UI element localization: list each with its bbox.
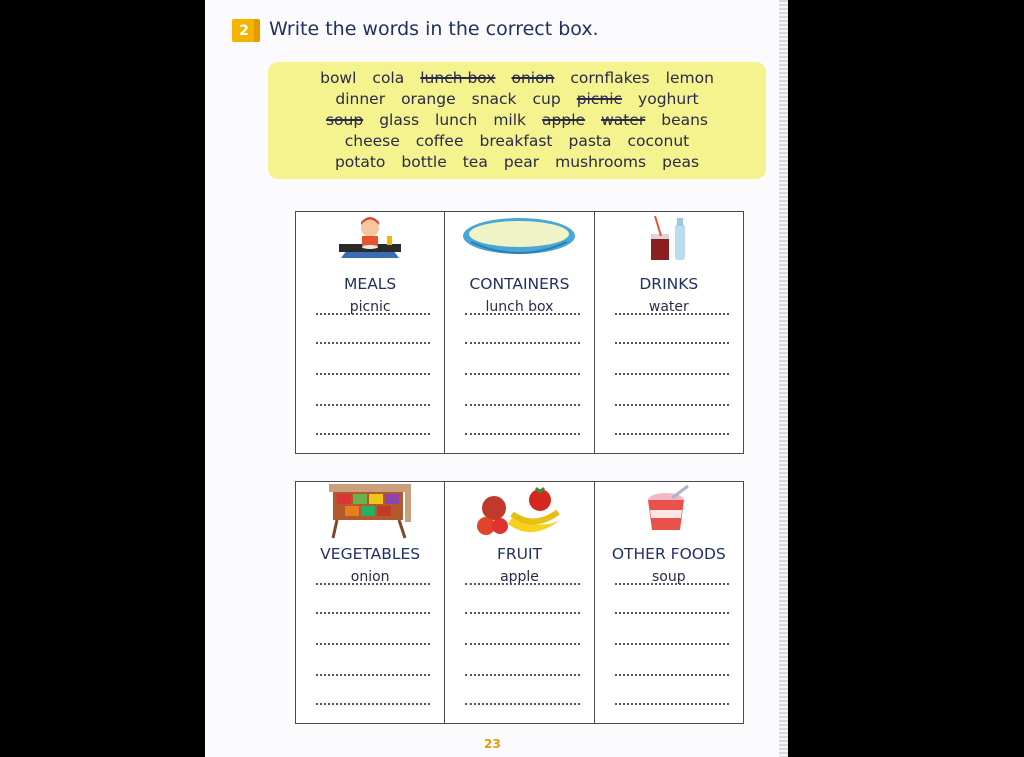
- word-bank-row: [268, 90, 766, 108]
- word-bank-word: cup: [532, 90, 561, 108]
- word-bank-word: milk: [493, 111, 527, 129]
- word-bank-word: apple: [542, 111, 586, 129]
- category-cell-meals: [296, 212, 445, 453]
- word-bank-word: pasta: [568, 132, 612, 150]
- category-title: CONTAINERS: [469, 275, 570, 293]
- word-bank-row: [268, 132, 766, 150]
- category-title: FRUIT: [496, 545, 543, 563]
- answer-line[interactable]: [316, 433, 430, 435]
- answer-line[interactable]: [615, 433, 729, 435]
- answer-line[interactable]: [615, 612, 729, 614]
- category-cell-containers: [445, 212, 594, 453]
- answer-line[interactable]: [316, 643, 430, 645]
- word-bank-word: cheese: [344, 132, 400, 150]
- answer-line[interactable]: [316, 342, 430, 344]
- answer-text: apple: [500, 569, 539, 585]
- word-bank-row: [268, 153, 766, 171]
- answer-text: lunch box: [485, 299, 554, 315]
- answer-line[interactable]: [615, 404, 729, 406]
- word-bank: [268, 62, 766, 179]
- answer-line[interactable]: [465, 703, 579, 705]
- word-bank-word: bowl: [320, 69, 357, 87]
- drinks-icon: [639, 212, 699, 262]
- page-number: 23: [484, 737, 501, 751]
- word-bank-word: lunch box: [420, 69, 496, 87]
- category-title: MEALS: [344, 275, 397, 293]
- word-bank-word: tea: [462, 153, 488, 171]
- word-bank-word: bottle: [401, 153, 447, 171]
- answer-line[interactable]: [316, 313, 430, 315]
- answer-line[interactable]: [316, 404, 430, 406]
- answer-line[interactable]: [465, 373, 579, 375]
- answer-line[interactable]: [316, 612, 430, 614]
- category-table-top: [295, 211, 744, 454]
- answer-line[interactable]: [465, 313, 579, 315]
- category-cell-vegetables: [296, 482, 445, 723]
- category-title: VEGETABLES: [320, 545, 421, 563]
- answer-line[interactable]: [316, 373, 430, 375]
- answer-text: picnic: [349, 299, 391, 315]
- word-bank-word: glass: [379, 111, 420, 129]
- answer-text: soup: [652, 569, 686, 585]
- word-bank-word: coffee: [415, 132, 464, 150]
- answer-line[interactable]: [465, 612, 579, 614]
- answer-line[interactable]: [316, 674, 430, 676]
- bowl-icon: [461, 216, 577, 260]
- exercise-number-badge: 2: [232, 19, 256, 42]
- answer-line[interactable]: [465, 643, 579, 645]
- answer-text: onion: [350, 569, 390, 585]
- answer-line[interactable]: [615, 643, 729, 645]
- word-bank-row: [268, 69, 766, 87]
- category-cell-drinks: [595, 212, 743, 453]
- answer-line[interactable]: [465, 404, 579, 406]
- word-bank-word: cola: [372, 69, 405, 87]
- answer-line[interactable]: [465, 433, 579, 435]
- exercise-instruction: Write the words in the correct box.: [269, 18, 599, 40]
- word-bank-word: lunch: [435, 111, 478, 129]
- word-bank-word: cornflakes: [570, 69, 650, 87]
- word-bank-word: coconut: [627, 132, 690, 150]
- word-bank-word: orange: [401, 90, 456, 108]
- word-bank-word: mushrooms: [555, 153, 647, 171]
- word-bank-word: soup: [325, 111, 364, 129]
- yoghurt-icon: [644, 484, 694, 536]
- answer-line[interactable]: [615, 373, 729, 375]
- answer-line[interactable]: [615, 313, 729, 315]
- word-bank-word: snack: [471, 90, 517, 108]
- answer-line[interactable]: [615, 674, 729, 676]
- answer-line[interactable]: [465, 674, 579, 676]
- page-edge: [779, 0, 788, 757]
- answer-line[interactable]: [316, 703, 430, 705]
- word-bank-word: lemon: [665, 69, 714, 87]
- answer-line[interactable]: [465, 342, 579, 344]
- category-cell-other-foods: [595, 482, 743, 723]
- word-bank-word: onion: [511, 69, 555, 87]
- fruit-icon: [472, 484, 566, 538]
- answer-line[interactable]: [615, 583, 729, 585]
- word-bank-word: dinner: [335, 90, 386, 108]
- word-bank-word: pear: [503, 153, 540, 171]
- answer-line[interactable]: [465, 583, 579, 585]
- category-title: OTHER FOODS: [611, 545, 726, 563]
- word-bank-word: beans: [661, 111, 709, 129]
- answer-text: water: [648, 299, 689, 315]
- category-cell-fruit: [445, 482, 594, 723]
- category-title: DRINKS: [639, 275, 699, 293]
- word-bank-row: [268, 111, 766, 129]
- category-table-bottom: [295, 481, 744, 724]
- word-bank-word: water: [601, 111, 646, 129]
- boy-eating-icon: [335, 214, 405, 262]
- word-bank-word: picnic: [576, 90, 623, 108]
- word-bank-word: potato: [334, 153, 386, 171]
- answer-line[interactable]: [615, 703, 729, 705]
- answer-line[interactable]: [316, 583, 430, 585]
- answer-line[interactable]: [615, 342, 729, 344]
- word-bank-word: peas: [662, 153, 700, 171]
- word-bank-word: yoghurt: [638, 90, 699, 108]
- word-bank-word: breakfast: [479, 132, 553, 150]
- vegetable-stall-icon: [325, 482, 415, 540]
